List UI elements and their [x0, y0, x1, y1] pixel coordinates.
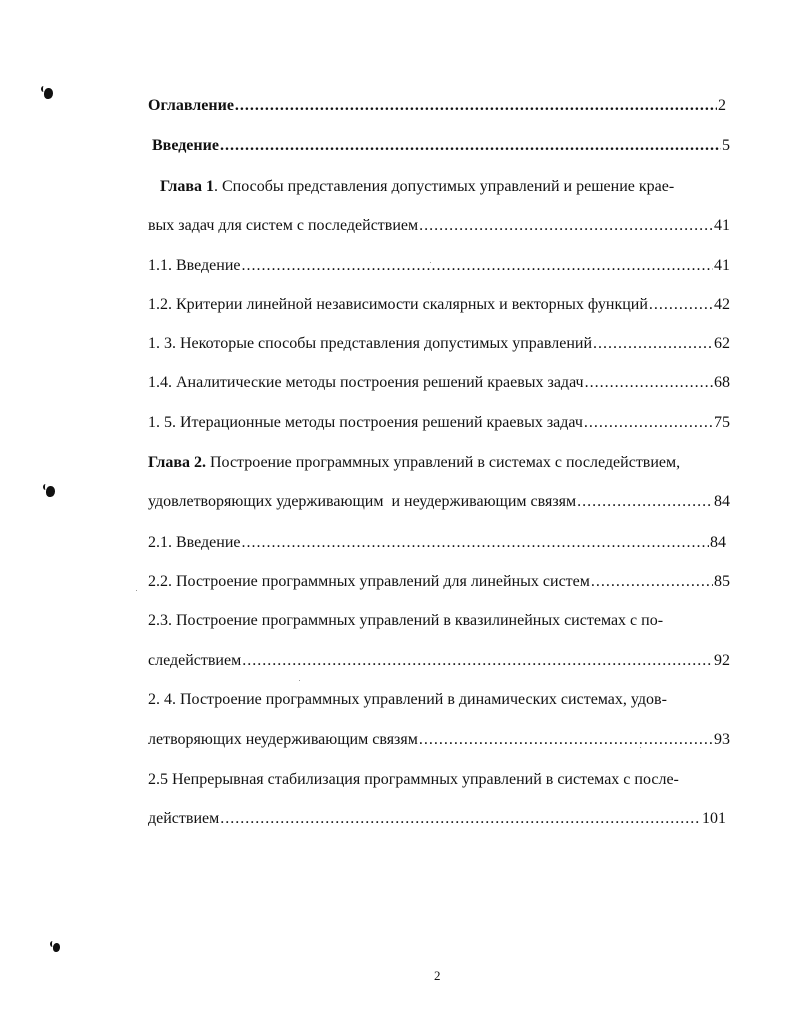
toc-entry-page: 101: [702, 810, 726, 827]
toc-entry-page: 75: [714, 414, 730, 431]
toc-chapter-2-continuation: [148, 492, 730, 512]
toc-entry-title: удовлетворяющих удерживающим и неудерживающим связям: [148, 493, 577, 510]
toc-chapter-1-heading: [160, 177, 742, 197]
scan-speck: [640, 747, 641, 748]
toc-entry-2-5: [148, 770, 730, 790]
dot-leader: [593, 334, 713, 354]
dot-leader: [577, 492, 713, 512]
dot-leader: [585, 373, 713, 393]
toc-entry-title: 1.4. Аналитические методы построения решений краевых задач: [148, 374, 584, 391]
toc-entry-page: 62: [714, 335, 730, 352]
toc-entry-2-1: [148, 533, 726, 553]
scan-speck: [430, 262, 431, 263]
toc-entry-title: летворяющих неудерживающим связям: [148, 731, 418, 748]
toc-entry-contents: [148, 96, 726, 116]
toc-entry-2-5-continuation: [148, 809, 726, 829]
toc-entry-title: Оглавление: [148, 97, 234, 114]
toc-entry-page: 84: [714, 493, 730, 510]
toc-entry-title: 2.1. Введение: [148, 534, 241, 551]
toc-entry-page: 2: [718, 97, 726, 114]
toc-entry-title: 2. 4. Построение программных управлений в динамических системах, удов-: [148, 691, 667, 708]
dot-leader: [584, 413, 713, 433]
toc-entry-2-2: [148, 572, 730, 592]
dot-leader: [419, 730, 713, 750]
toc-entry-title: 2.3. Построение программных управлений в квазилинейных системах с по-: [148, 612, 664, 629]
dot-leader: [235, 96, 717, 116]
toc-entry-title: 2.2. Построение программных управлений для линейных систем: [148, 573, 590, 590]
scan-speck: [136, 590, 137, 591]
dot-leader: [242, 651, 713, 671]
toc-entry-page: 92: [714, 652, 730, 669]
toc-entry-1-3: [148, 334, 730, 354]
toc-entry-page: 41: [714, 257, 730, 274]
toc-entry-page: 5: [722, 137, 730, 154]
dot-leader: [242, 256, 714, 276]
punch-hole-mark: [46, 486, 55, 497]
toc-chapter-2-heading: [148, 453, 730, 473]
toc-entry-intro: [152, 136, 730, 156]
chapter-title: . Способы представления допустимых управлений и решение крае-: [214, 178, 675, 195]
chapter-number: Глава 1: [160, 178, 214, 195]
dot-leader: [591, 572, 713, 592]
page-number: 2: [434, 968, 441, 983]
toc-entry-title: 1. 3. Некоторые способы представления допустимых управлений: [148, 335, 593, 352]
toc-entry-title: следействием: [148, 652, 242, 669]
chapter-title: Построение программных управлений в системах с последействием,: [206, 454, 681, 471]
toc-entry-page: 68: [714, 374, 730, 391]
toc-chapter-1-continuation: [148, 216, 730, 236]
toc-entry-title: вых задач для систем с последействием: [148, 217, 419, 234]
toc-entry-page: 42: [714, 296, 730, 313]
chapter-number: Глава 2.: [148, 454, 206, 471]
dot-leader: [220, 809, 701, 829]
toc-entry-title: Введение: [152, 137, 219, 154]
toc-entry-1-5: [148, 413, 730, 433]
toc-entry-1-1: [148, 256, 730, 276]
toc-entry-page: 84: [710, 534, 726, 551]
toc-entry-title: действием: [148, 810, 220, 827]
toc-entry-title: 1.2. Критерии линейной независимости скалярных и векторных функций: [148, 296, 648, 313]
punch-hole-mark: [44, 88, 53, 99]
dot-leader: [649, 295, 713, 315]
toc-entry-2-4: [148, 690, 730, 710]
toc-entry-page: 93: [714, 731, 730, 748]
toc-entry-2-3-continuation: [148, 651, 730, 671]
scan-speck: [299, 680, 300, 681]
toc-entry-page: 85: [714, 573, 730, 590]
toc-entry-2-3: [148, 611, 730, 631]
punch-hole-mark: [53, 943, 60, 952]
toc-entry-title: 1.1. Введение: [148, 257, 241, 274]
toc-entry-page: 41: [714, 217, 730, 234]
toc-entry-2-4-continuation: [148, 730, 730, 750]
dot-leader: [419, 216, 713, 236]
dot-leader: [220, 136, 721, 156]
toc-entry-1-2: [148, 295, 730, 315]
dot-leader: [242, 533, 710, 553]
toc-entry-title: 2.5 Непрерывная стабилизация программных управлений в системах с после-: [148, 771, 679, 788]
toc-entry-1-4: [148, 373, 730, 393]
toc-entry-title: 1. 5. Итерационные методы построения решений краевых задач: [148, 414, 583, 431]
